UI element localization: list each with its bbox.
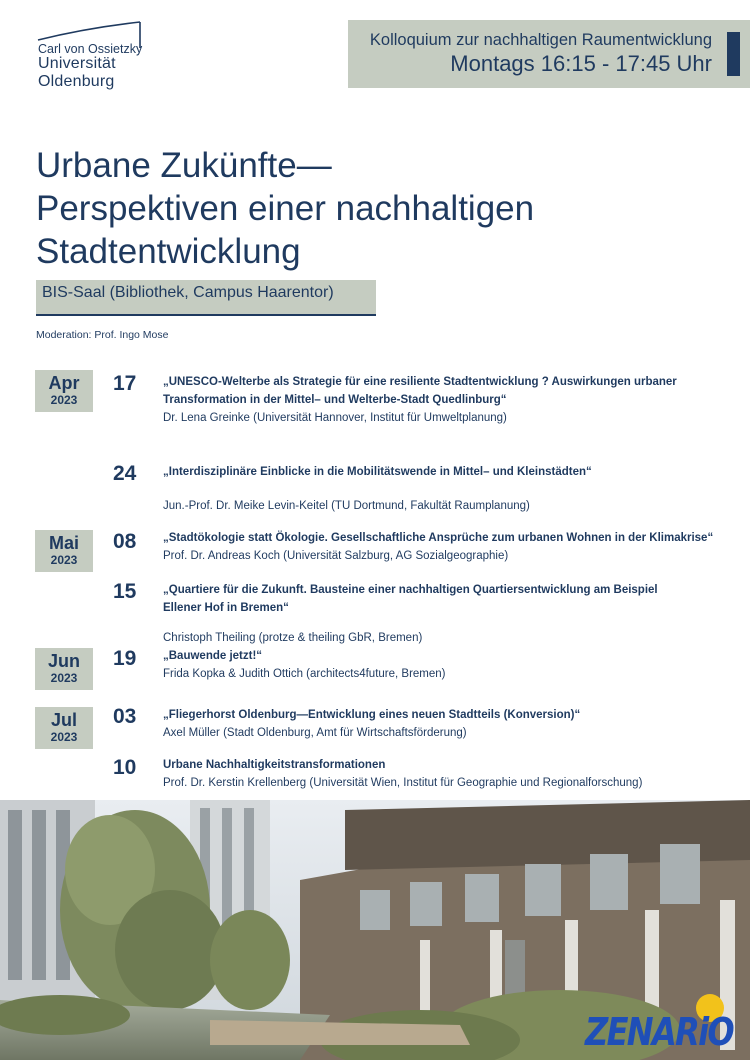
event-title: „Stadtökologie statt Ökologie. Gesellschaftliche Ansprüche zum urbanen Wohnen in der Klimakrise“	[163, 532, 714, 544]
month-year: 2023	[50, 553, 78, 567]
event-day: 15	[113, 580, 137, 603]
event-title: „UNESCO-Welterbe als Strategie für eine resiliente Stadtentwicklung ? Auswirkungen urbaner Transformation in der Mittel– und Welterbe-Stadt Quedlinburg“	[163, 376, 677, 406]
month-name: Jul	[50, 710, 77, 730]
event-speaker: Axel Müller (Stadt Oldenburg, Amt für Wirtschaftsförderung)	[163, 727, 467, 739]
header-box	[348, 20, 750, 88]
logo-text-line3: Oldenburg	[38, 73, 115, 90]
month-badge-mai	[35, 530, 93, 572]
title-line2: Perspektiven einer nachhaltigen	[36, 189, 535, 228]
zenario-logo-text: ZENARiO	[584, 1010, 734, 1054]
month-name: Apr	[48, 373, 80, 393]
event-speaker: Frida Kopka & Judith Ottich (architects4future, Bremen)	[163, 668, 446, 680]
title-line1: Urbane Zukünfte—	[36, 146, 332, 185]
logo-text-line2: Universität	[38, 55, 116, 72]
month-badge-jun	[35, 648, 93, 690]
event-day: 10	[113, 756, 137, 779]
event-day: 19	[113, 647, 137, 670]
event-speaker: Christoph Theiling (protze & theiling GbR, Bremen)	[163, 632, 423, 644]
month-year: 2023	[50, 730, 78, 744]
moderation-label: Moderation: Prof. Ingo Mose	[36, 329, 169, 341]
zenario-logo	[584, 990, 735, 1054]
university-logo	[36, 20, 146, 90]
event-title: Urbane Nachhaltigkeitstransformationen	[163, 759, 386, 771]
month-name: Mai	[48, 533, 79, 553]
colloquium-time: Montags 16:15 - 17:45 Uhr	[450, 51, 712, 76]
event-speaker: Jun.-Prof. Dr. Meike Levin-Keitel (TU Dortmund, Fakultät Raumplanung)	[163, 500, 530, 512]
event-speaker: Prof. Dr. Andreas Koch (Universität Salzburg, AG Sozialgeographie)	[163, 550, 509, 562]
event-speaker: Dr. Lena Greinke (Universität Hannover, Institut für Umweltplanung)	[163, 412, 507, 424]
event-speaker: Prof. Dr. Kerstin Krellenberg (Universität Wien, Institut für Geographie und Regionalforschung)	[163, 777, 643, 789]
month-badge-jul	[35, 707, 93, 749]
month-year: 2023	[50, 671, 78, 685]
month-year: 2023	[50, 393, 78, 407]
event-title: „Bauwende jetzt!“	[163, 650, 263, 662]
event-title: „Interdisziplinäre Einblicke in die Mobilitätswende in Mittel– und Kleinstädten“	[163, 466, 592, 478]
event-title: „Fliegerhorst Oldenburg—Entwicklung eines neuen Stadtteils (Konversion)“	[163, 709, 581, 721]
event-title: „Quartiere für die Zukunft. Bausteine einer nachhaltigen Quartiersentwicklung am Beispiel Ellener Hof in Bremen“	[163, 584, 658, 614]
month-name: Jun	[47, 651, 80, 671]
event-day: 17	[113, 372, 137, 395]
event-day: 03	[113, 705, 137, 728]
event-day: 08	[113, 530, 137, 553]
colloquium-title: Kolloquium zur nachhaltigen Raumentwicklung	[369, 31, 712, 49]
month-badge-apr	[35, 370, 93, 412]
header-accent-bar	[727, 32, 740, 76]
event-day: 24	[113, 462, 137, 485]
logo-text-line1: Carl von Ossietzky	[38, 42, 143, 56]
title-line3: Stadtentwicklung	[36, 232, 301, 271]
page-title	[36, 144, 676, 273]
venue-label: BIS-Saal (Bibliothek, Campus Haarentor)	[36, 280, 376, 316]
